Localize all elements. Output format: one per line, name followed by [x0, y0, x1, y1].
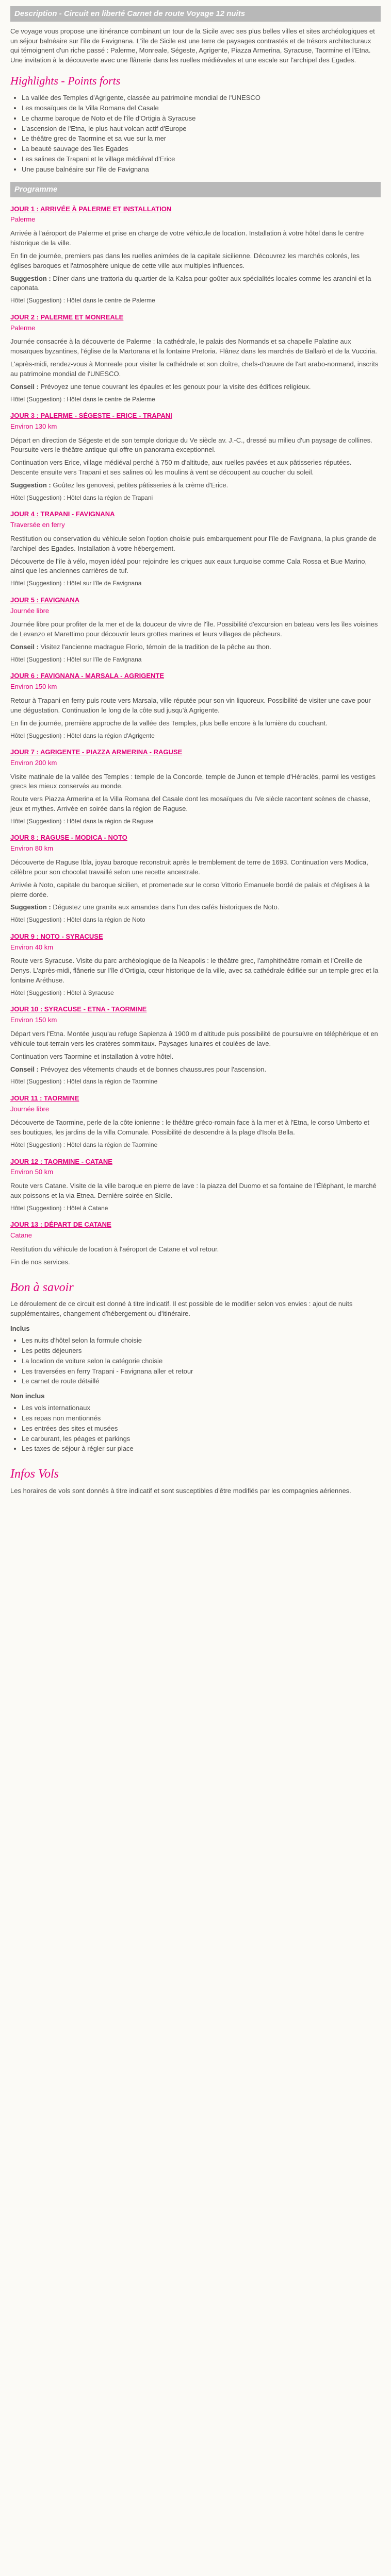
page — [10, 0, 381, 1512]
day-subtitle: Environ 200 km — [10, 758, 57, 767]
day-paragraph — [10, 1118, 381, 1138]
day-paragraph — [10, 1065, 381, 1075]
paragraph-label: Suggestion : — [10, 274, 51, 282]
day-paragraph — [10, 251, 381, 271]
day-paragraph — [10, 557, 381, 577]
list-item: • Une pause balnéaire sur l'île de Favignana — [22, 165, 381, 175]
day-title: JOUR 12 : TAORMINE - CATANE — [10, 1157, 112, 1165]
day-paragraph — [10, 772, 381, 792]
day-hotel: Hôtel (Suggestion) : Hôtel sur l'île de Favignana — [10, 655, 142, 663]
day-hotel: Hôtel (Suggestion) : Hôtel dans le centre de Palerme — [10, 395, 155, 403]
day-title: JOUR 7 : AGRIGENTE - PIAZZA ARMERINA - RAGUSE — [10, 748, 183, 756]
page-title: Description - Circuit en liberté Carnet de route Voyage 12 nuits — [10, 6, 381, 22]
day-paragraph — [10, 229, 381, 248]
day-subtitle: Environ 40 km — [10, 943, 54, 951]
paragraph-text: Départ vers l'Etna. Montée jusqu'au refuge Sapienza à 1900 m d'altitude puis possibilité de poursuivre en téléphérique et en véhicule tout-terrain vers les cratères sommitaux. Paysages lunaires et coulées de lave. — [10, 1029, 378, 1047]
day-title: JOUR 9 : NOTO - SYRACUSE — [10, 932, 103, 940]
list-item: • Les salines de Trapani et le village médiéval d'Erice — [22, 155, 381, 164]
paragraph-text: Prévoyez une tenue couvrant les épaules et les genoux pour la visite des édifices religieux. — [40, 382, 311, 391]
included-title: Inclus — [10, 1325, 30, 1333]
highlights-list — [10, 93, 381, 175]
day-block — [10, 510, 381, 588]
days-container — [10, 205, 381, 1267]
list-item: • Les traversées en ferry Trapani - Favignana aller et retour — [22, 1367, 381, 1377]
paragraph-text: Dégustez une granita aux amandes dans l'un des cafés historiques de Noto. — [53, 903, 280, 911]
list-item: • Les taxes de séjour à régler sur place — [22, 1444, 381, 1454]
highlights-title: Highlights - Points forts — [10, 74, 121, 88]
list-item: • Le carnet de route détaillé — [22, 1377, 381, 1386]
list-item: • Les petits déjeuners — [22, 1346, 381, 1356]
paragraph-text: Route vers Syracuse. Visite du parc archéologique de la Neapolis : le théâtre grec, l'amphithéâtre romain et l'Oreille de Denys. L'après-midi, flânerie sur l'île d'Ortigia, cœur historique de la ville, avec sa cathédrale édifiée sur un temple grec et la fontaine Aréthuse. — [10, 957, 379, 985]
day-paragraph — [10, 696, 381, 716]
paragraph-text: Continuation vers Erice, village médiéval perché à 750 m d'altitude, aux ruelles pavées et aux pâtisseries réputées. Descente ensuite vers Trapani et ses salines où les moulins à vent se découpent au coucher du soleil. — [10, 459, 352, 477]
day-paragraph — [10, 436, 381, 455]
day-title: JOUR 11 : TAORMINE — [10, 1094, 79, 1102]
day-block — [10, 748, 381, 826]
good-to-know-title: Bon à savoir — [10, 1280, 74, 1294]
day-block — [10, 1005, 381, 1086]
paragraph-text: Visitez l'ancienne madrague Florio, témoin de la tradition de la pêche au thon. — [40, 643, 271, 651]
day-hotel: Hôtel (Suggestion) : Hôtel dans la région d'Agrigente — [10, 732, 155, 739]
paragraph-text: Découverte de l'île à vélo, moyen idéal pour rejoindre les criques aux eaux turquoise comme Cala Rossa et Bue Marino, ainsi que les anciennes carrières de tuf. — [10, 557, 367, 575]
paragraph-text: Visite matinale de la vallée des Temples : temple de la Concorde, temple de Junon et temple d'Héraclès, parmi les vestiges grecs les mieux conservés au monde. — [10, 772, 376, 790]
list-item: • Le carburant, les péages et parkings — [22, 1434, 381, 1444]
paragraph-text: Retour à Trapani en ferry puis route vers Marsala, ville réputée pour son vin liquoreux. Possibilité de visiter une cave pour une dégustation. Continuation le long de la côte sud jusqu'à Agrigente. — [10, 697, 371, 714]
paragraph-text: Continuation vers Taormine et installation à votre hôtel. — [10, 1052, 174, 1060]
day-title: JOUR 1 : ARRIVÉE À PALERME ET INSTALLATION — [10, 205, 172, 213]
paragraph-text: Journée libre pour profiter de la mer et de la douceur de vivre de l'île. Possibilité d'excursion en bateau vers les îles voisines de Levanzo et Marettimo pour découvrir leurs grottes marines et leurs villages de pêcheurs. — [10, 620, 378, 638]
day-title: JOUR 3 : PALERME - SÉGESTE - ERICE - TRAPANI — [10, 411, 172, 419]
list-item: • La location de voiture selon la catégorie choisie — [22, 1357, 381, 1366]
day-subtitle: Palerme — [10, 324, 36, 332]
list-item: • Les repas non mentionnés — [22, 1414, 381, 1423]
day-title: JOUR 10 : SYRACUSE - ETNA - TAORMINE — [10, 1005, 147, 1013]
paragraph-text: Restitution du véhicule de location à l'aéroport de Catane et vol retour. — [10, 1245, 219, 1253]
day-paragraph — [10, 360, 381, 379]
paragraph-label: Conseil : — [10, 382, 39, 391]
list-item: • L'ascension de l'Etna, le plus haut volcan actif d'Europe — [22, 124, 381, 134]
day-subtitle: Environ 50 km — [10, 1168, 54, 1176]
paragraph-text: Découverte de Taormine, perle de la côte ionienne : le théâtre gréco-romain face à la mer et à l'Etna, le corso Umberto et ses boutiques, les jardins de la villa Comunale. Possibilité de descendre à la plage d'Isola Bella. — [10, 1118, 369, 1137]
intro-text: Ce voyage vous propose une itinérance combinant un tour de la Sicile avec ses plus belles villes et sites archéologiques et un séjour balnéaire sur l'île de Favignana. L'île de Sicile est une terre de paysages contrastés et de trésors architecturaux qui témoignent d'un riche passé : Palerme, Monreale, Ségeste, Agrigente, Piazza Armerina, Syracuse, Taormine et l'Etna. Une invitation à la découverte avec une flânerie dans les ruelles médiévales et une escale sur l'archipel des Egades. — [10, 27, 375, 64]
list-item: • La beauté sauvage des îles Egades — [22, 144, 381, 154]
not-included-list — [10, 1403, 381, 1454]
day-paragraph — [10, 794, 381, 814]
day-paragraph — [10, 620, 381, 639]
day-paragraph — [10, 1258, 381, 1267]
day-hotel: Hôtel (Suggestion) : Hôtel dans le centre de Palerme — [10, 297, 155, 304]
paragraph-text: Route vers Catane. Visite de la ville baroque en pierre de lave : la piazza del Duomo et sa fontaine de l'Éléphant, le marché aux poissons et la via Etnea. Dernière soirée en Sicile. — [10, 1182, 377, 1200]
info-flights-text: Les horaires de vols sont donnés à titre indicatif et sont susceptibles d'être modifiés par les compagnies aériennes. — [10, 1487, 351, 1495]
day-paragraph — [10, 274, 381, 294]
paragraph-text: Goûtez les genovesi, petites pâtisseries à la crème d'Erice. — [53, 481, 229, 489]
paragraph-text: Journée consacrée à la découverte de Palerme : la cathédrale, le palais des Normands et sa chapelle Palatine aux mosaïques byzantines, l'église de la Martorana et la fontaine Pretoria. Flânez dans les marchés de Ballarò et de la Vucciria. — [10, 337, 377, 355]
programme-title: Programme — [10, 182, 381, 197]
day-hotel: Hôtel (Suggestion) : Hôtel dans la région de Noto — [10, 916, 145, 924]
day-subtitle: Traversée en ferry — [10, 521, 65, 529]
day-block — [10, 1157, 381, 1213]
day-subtitle: Environ 150 km — [10, 683, 57, 691]
day-block — [10, 205, 381, 306]
day-paragraph — [10, 337, 381, 357]
paragraph-text: Découverte de Raguse Ibla, joyau baroque reconstruit après le tremblement de terre de 1693. Continuation vers Modica, célèbre pour son chocolat travaillé selon une recette ancestrale. — [10, 858, 368, 876]
day-paragraph — [10, 534, 381, 554]
day-block — [10, 313, 381, 404]
day-paragraph — [10, 1029, 381, 1049]
paragraph-text: L'après-midi, rendez-vous à Monreale pour visiter la cathédrale et son cloître, chefs-d'œuvre de l'art arabo-normand, inscrits au patrimoine mondial de l'UNESCO. — [10, 360, 379, 378]
day-title: JOUR 5 : FAVIGNANA — [10, 596, 80, 604]
paragraph-text: En fin de journée, première approche de la vallée des Temples, plus belle encore à la lumière du couchant. — [10, 719, 328, 727]
day-paragraph — [10, 1181, 381, 1201]
day-subtitle: Journée libre — [10, 606, 50, 615]
day-subtitle: Environ 80 km — [10, 844, 54, 853]
day-title: JOUR 2 : PALERME ET MONREALE — [10, 313, 124, 321]
day-paragraph — [10, 458, 381, 478]
day-subtitle: Environ 130 km — [10, 422, 57, 430]
included-list — [10, 1336, 381, 1386]
day-block — [10, 932, 381, 998]
day-subtitle: Journée libre — [10, 1105, 50, 1113]
list-item: • La vallée des Temples d'Agrigente, classée au patrimoine mondial de l'UNESCO — [22, 93, 381, 103]
day-paragraph — [10, 719, 381, 728]
day-title: JOUR 8 : RAGUSE - MODICA - NOTO — [10, 834, 127, 842]
paragraph-label: Suggestion : — [10, 903, 51, 911]
day-subtitle: Catane — [10, 1231, 32, 1240]
paragraph-text: Arrivée à Noto, capitale du baroque sicilien, et promenade sur le corso Vittorio Emanuele bordé de palais et d'églises à la pierre dorée. — [10, 880, 370, 899]
paragraph-text: Fin de nos services. — [10, 1258, 70, 1266]
day-subtitle: Palerme — [10, 215, 36, 224]
day-paragraph — [10, 956, 381, 986]
day-block — [10, 1220, 381, 1267]
list-item: • Le charme baroque de Noto et de l'île d'Ortigia à Syracuse — [22, 114, 381, 124]
not-included-title: Non inclus — [10, 1392, 45, 1400]
day-paragraph — [10, 1052, 381, 1062]
day-paragraph — [10, 642, 381, 652]
good-to-know-text: Le déroulement de ce circuit est donné à titre indicatif. Il est possible de le modifier selon vos envies : ajout de nuits supplémentaires, changement d'hébergement ou d'itinéraire. — [10, 1300, 353, 1318]
paragraph-text: Départ en direction de Ségeste et de son temple dorique du Ve siècle av. J.-C., dressé au milieu d'un paysage de collines. Poursuite vers le théâtre antique qui offre un panorama exceptionnel. — [10, 436, 372, 454]
paragraph-text: Restitution ou conservation du véhicule selon l'option choisie puis embarquement pour l'île de Favignana, la plus grande de l'archipel des Egades. Installation à votre hébergement. — [10, 534, 377, 552]
day-title: JOUR 4 : TRAPANI - FAVIGNANA — [10, 510, 115, 518]
info-flights-title: Infos Vols — [10, 1467, 59, 1481]
paragraph-text: En fin de journée, premiers pas dans les ruelles animées de la capitale sicilienne. Découvrez les marchés colorés, les églises baroques et l'atmosphère unique de cette ville aux multiples influences. — [10, 251, 360, 269]
list-item: • Les vols internationaux — [22, 1403, 381, 1413]
list-item: • Les mosaïques de la Villa Romana del Casale — [22, 104, 381, 113]
day-hotel: Hôtel (Suggestion) : Hôtel sur l'île de Favignana — [10, 580, 142, 587]
day-hotel: Hôtel (Suggestion) : Hôtel à Catane — [10, 1204, 108, 1212]
day-title: JOUR 13 : DÉPART DE CATANE — [10, 1221, 111, 1229]
paragraph-label: Conseil : — [10, 1065, 39, 1073]
paragraph-label: Conseil : — [10, 643, 39, 651]
day-hotel: Hôtel (Suggestion) : Hôtel dans la région de Trapani — [10, 494, 153, 501]
day-block — [10, 411, 381, 502]
day-block — [10, 833, 381, 924]
day-block — [10, 596, 381, 665]
day-hotel: Hôtel (Suggestion) : Hôtel dans la région de Raguse — [10, 817, 154, 825]
day-hotel: Hôtel (Suggestion) : Hôtel dans la région de Taormine — [10, 1141, 158, 1149]
paragraph-text: Arrivée à l'aéroport de Palerme et prise en charge de votre véhicule de location. Installation à votre hôtel dans le centre historique de la ville. — [10, 229, 364, 247]
paragraph-text: Dîner dans une trattoria du quartier de la Kalsa pour goûter aux spécialités locales comme les arancini et la caponata. — [10, 274, 371, 292]
paragraph-text: Prévoyez des vêtements chauds et de bonnes chaussures pour l'ascension. — [40, 1065, 267, 1073]
list-item: • Les entrées des sites et musées — [22, 1424, 381, 1434]
day-paragraph — [10, 903, 381, 912]
day-subtitle: Environ 150 km — [10, 1016, 57, 1024]
day-title: JOUR 6 : FAVIGNANA - MARSALA - AGRIGENTE — [10, 672, 165, 680]
day-paragraph — [10, 382, 381, 392]
day-paragraph — [10, 880, 381, 900]
day-block — [10, 671, 381, 740]
paragraph-text: Route vers Piazza Armerina et la Villa Romana del Casale dont les mosaïques du IVe siècle racontent scènes de chasse, jeux et mythes. Arrivée en soirée dans la région de Raguse. — [10, 795, 370, 813]
day-hotel: Hôtel (Suggestion) : Hôtel dans la région de Taormine — [10, 1078, 158, 1086]
day-paragraph — [10, 858, 381, 877]
day-paragraph — [10, 1245, 381, 1255]
paragraph-label: Suggestion : — [10, 481, 51, 489]
day-block — [10, 1094, 381, 1150]
day-hotel: Hôtel (Suggestion) : Hôtel à Syracuse — [10, 989, 114, 996]
day-paragraph — [10, 481, 381, 490]
list-item: • Le théâtre grec de Taormine et sa vue sur la mer — [22, 134, 381, 144]
list-item: • Les nuits d'hôtel selon la formule choisie — [22, 1336, 381, 1346]
